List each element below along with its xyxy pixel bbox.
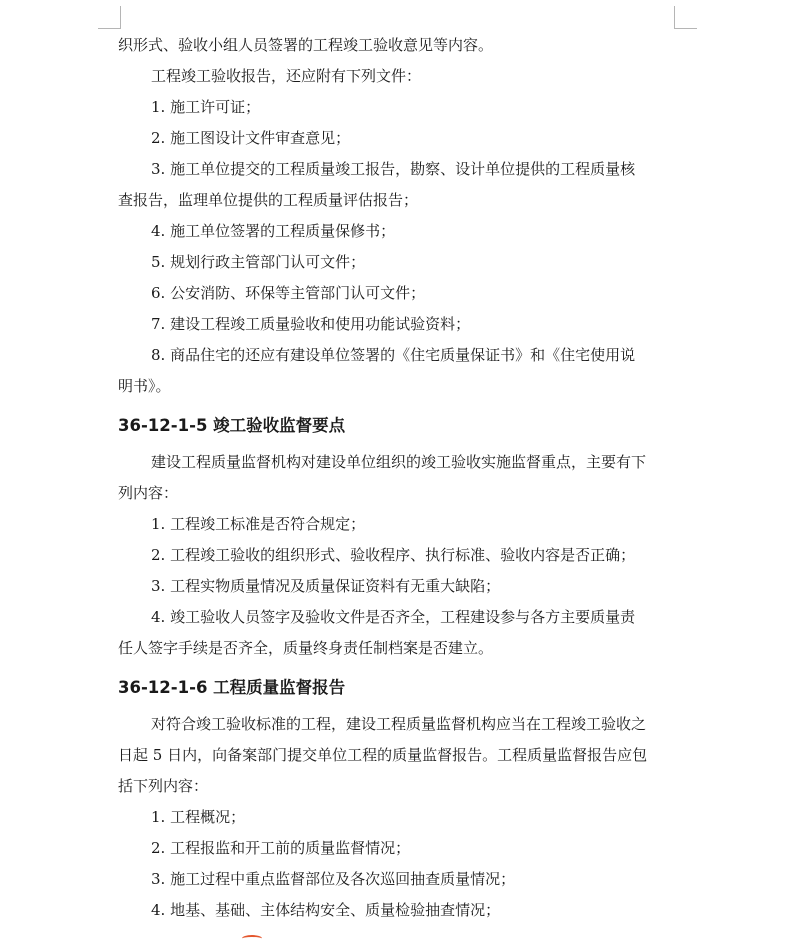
paragraph-line: 建设工程质量监督机构对建设单位组织的竣工验收实施监督重点，主要有下 <box>151 453 647 471</box>
paragraph-line: 1. 工程竣工标准是否符合规定； <box>151 515 366 533</box>
paragraph-line: 对符合竣工验收标准的工程，建设工程质量监督机构应当在工程竣工验收之 <box>151 715 647 733</box>
section-heading: 36-12-1-5 竣工验收监督要点 <box>118 416 346 435</box>
paragraph-line: 列内容： <box>118 484 179 502</box>
paragraph-line: 任人签字手续是否齐全，质量终身责任制档案是否建立。 <box>118 639 494 657</box>
paragraph-line: 织形式、验收小组人员签署的工程竣工验收意见等内容。 <box>118 36 494 54</box>
paragraph-line: 5. 规划行政主管部门认可文件； <box>151 253 366 271</box>
paragraph-line: 工程竣工验收报告，还应附有下列文件： <box>151 67 422 85</box>
paragraph-line: 1. 工程概况； <box>151 808 246 826</box>
paragraph-line: 查报告，监理单位提供的工程质量评估报告； <box>118 191 419 209</box>
paragraph-line: 日起 5 日内，向备案部门提交单位工程的质量监督报告。工程质量监督报告应包 <box>118 746 648 764</box>
paragraph-line: 2. 施工图设计文件审查意见； <box>151 129 351 147</box>
paragraph-line: 3. 施工单位提交的工程质量竣工报告，勘察、设计单位提供的工程质量核 <box>151 160 636 178</box>
paragraph-line: 2. 工程报监和开工前的质量监督情况； <box>151 839 411 857</box>
margin-corner-mark-left <box>98 6 121 29</box>
paragraph-line: 7. 建设工程竣工质量验收和使用功能试验资料； <box>151 315 471 333</box>
section-heading: 36-12-1-6 工程质量监督报告 <box>118 678 346 697</box>
page-edge-mark <box>242 935 262 942</box>
paragraph-line: 2. 工程竣工验收的组织形式、验收程序、执行标准、验收内容是否正确； <box>151 546 636 564</box>
paragraph-line: 1. 施工许可证； <box>151 98 261 116</box>
paragraph-line: 8. 商品住宅的还应有建设单位签署的《住宅质量保证书》和《住宅使用说 <box>151 346 636 364</box>
paragraph-line: 4. 竣工验收人员签字及验收文件是否齐全，工程建设参与各方主要质量责 <box>151 608 636 626</box>
paragraph-line: 括下列内容： <box>118 777 209 795</box>
paragraph-line: 3. 工程实物质量情况及质量保证资料有无重大缺陷； <box>151 577 501 595</box>
paragraph-line: 3. 施工过程中重点监督部位及各次巡回抽查质量情况； <box>151 870 516 888</box>
document-body <box>118 30 676 926</box>
paragraph-line: 4. 地基、基础、主体结构安全、质量检验抽查情况； <box>151 901 501 919</box>
paragraph-line: 6. 公安消防、环保等主管部门认可文件； <box>151 284 426 302</box>
paragraph-line: 明书》。 <box>118 377 171 395</box>
margin-corner-mark-right <box>674 6 697 29</box>
paragraph-line: 4. 施工单位签署的工程质量保修书； <box>151 222 396 240</box>
